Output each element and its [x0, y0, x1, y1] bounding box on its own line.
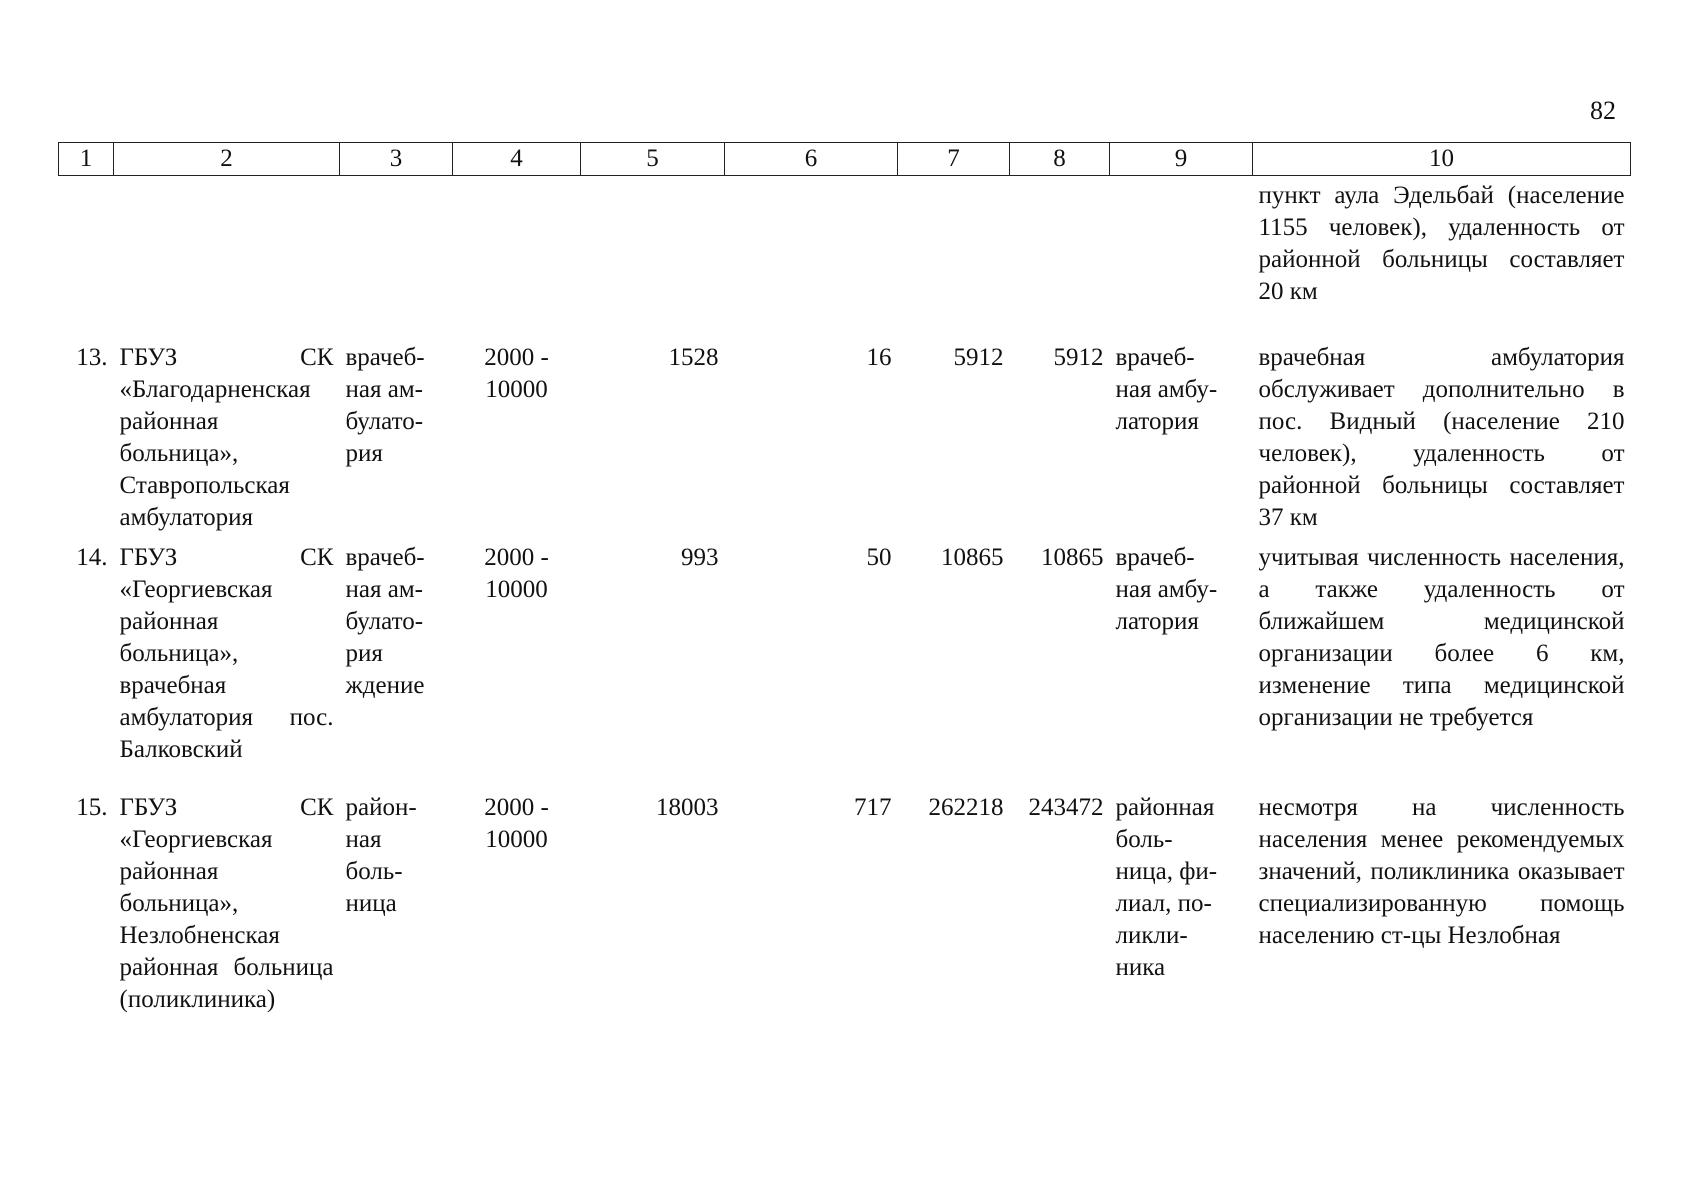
continuation-note: пункт аула Эдельбай (население 1155 человек), удаленность от районной больницы составляет 20 км: [1258, 182, 1625, 305]
column-header-8: 8: [1010, 143, 1110, 176]
row-number: 15.: [76, 794, 108, 821]
column-6-value: 717: [854, 794, 892, 821]
table-row: [59, 338, 1631, 542]
column-number-header: [59, 143, 1631, 176]
facility-type: врачеб- ная ам- булато- рия: [345, 344, 425, 467]
row-number: 13.: [76, 344, 108, 371]
population-range: 2000 - 10000: [484, 344, 549, 403]
column-7-value: 10865: [941, 544, 1004, 571]
population-range: 2000 - 10000: [484, 794, 549, 853]
target-type: врачеб- ная амбу- латория: [1115, 344, 1218, 435]
column-header-4: 4: [453, 143, 581, 176]
column-8-value: 5912: [1053, 344, 1104, 371]
target-type: врачеб- ная амбу- латория: [1115, 544, 1218, 635]
institution-name: ГБУЗ СК «Георгиевская районная больница», врачебная амбулатория пос. Балковский: [119, 544, 334, 763]
target-type: районная боль- ница, фи- лиал, по- ликли- ника: [1115, 794, 1218, 981]
column-header-3: 3: [340, 143, 453, 176]
population-range: 2000 - 10000: [484, 544, 549, 603]
continuation-row: [59, 176, 1631, 339]
column-6-value: 50: [866, 544, 892, 571]
column-8-value: 243472: [1028, 794, 1104, 821]
column-header-10: 10: [1253, 143, 1631, 176]
comment: несмотря на численность населения менее рекомендуемых значений, поликлиника оказывает специализированную помощь населению ст-цы Незлобная: [1258, 794, 1625, 949]
population-value: 1528: [668, 344, 719, 371]
facility-type: район- ная боль- ница: [345, 794, 417, 917]
column-header-6: 6: [725, 143, 898, 176]
institution-name: ГБУЗ СК «Благодарненская районная больница», Ставропольская амбулатория: [119, 344, 334, 531]
institution-name: ГБУЗ СК «Георгиевская районная больница», Незлобненская районная больница (поликлиника): [119, 794, 334, 1013]
population-value: 993: [681, 544, 719, 571]
table-row: [59, 542, 1631, 792]
column-header-1: 1: [59, 143, 114, 176]
facility-table: [58, 142, 1631, 1016]
comment: учитывая численность населения, а также удаленность от ближайшем медицинской организации более 6 км, изменение типа медицинской организации не требуется: [1258, 544, 1625, 731]
column-header-5: 5: [581, 143, 725, 176]
column-header-7: 7: [898, 143, 1010, 176]
comment: врачебная амбулатория обслуживает дополнительно в пос. Видный (население 210 человек), удаленность от районной больницы составляет 37 км: [1258, 344, 1625, 531]
column-header-2: 2: [114, 143, 340, 176]
facility-type: врачеб- ная ам- булато- рия ждение: [345, 544, 425, 699]
table-row: [59, 792, 1631, 1016]
page-number: 82: [1590, 96, 1616, 125]
column-7-value: 262218: [928, 794, 1004, 821]
column-header-9: 9: [1110, 143, 1253, 176]
column-8-value: 10865: [1041, 544, 1104, 571]
column-6-value: 16: [866, 344, 892, 371]
column-7-value: 5912: [953, 344, 1004, 371]
row-number: 14.: [76, 544, 108, 571]
population-value: 18003: [656, 794, 719, 821]
